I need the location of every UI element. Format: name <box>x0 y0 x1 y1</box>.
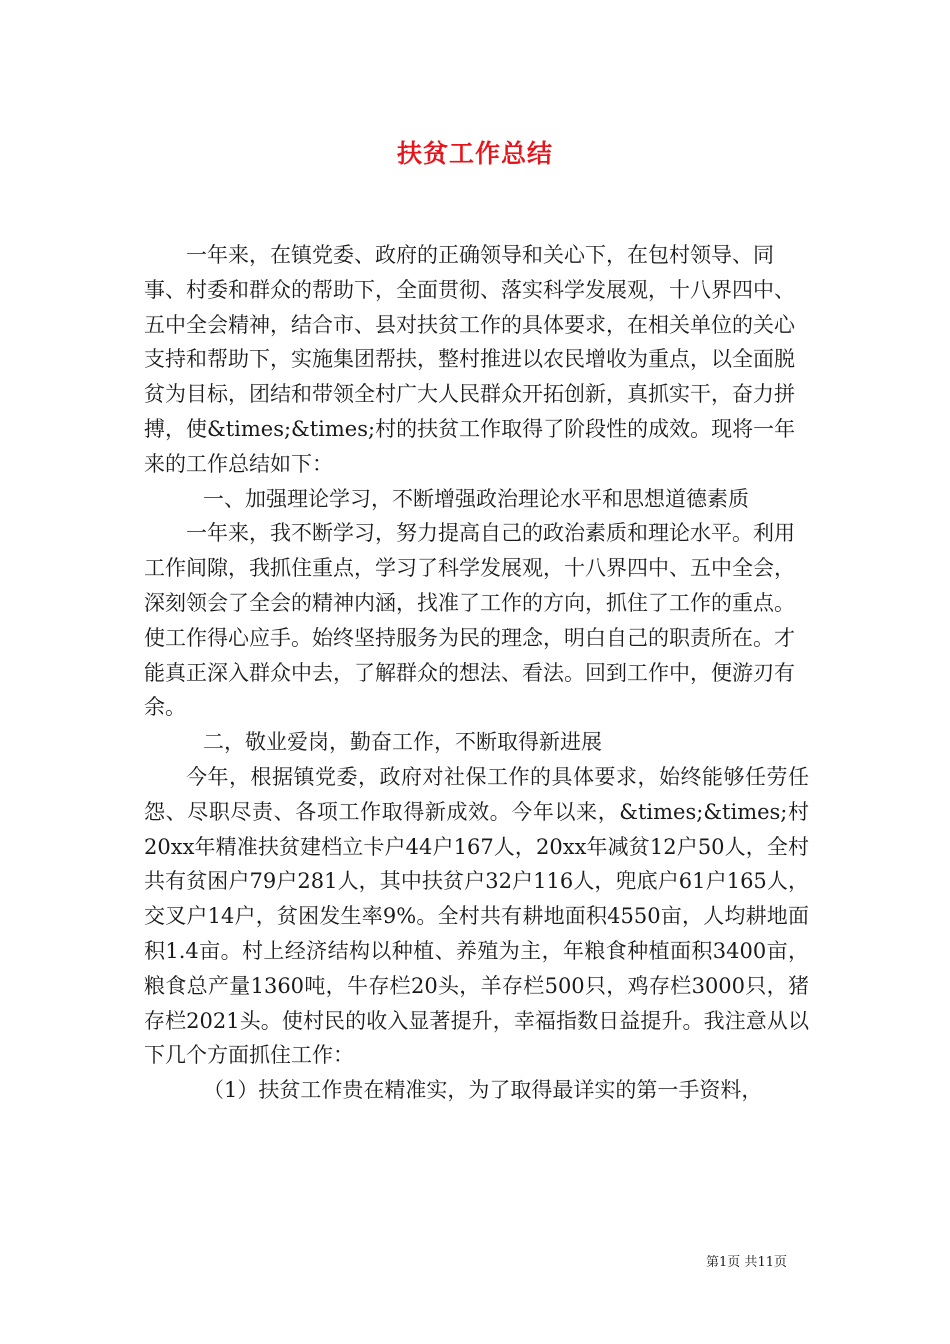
paragraph-section-1: 一年来，我不断学习，努力提高自己的政治素质和理论水平。利用工作间隙，我抓住重点，学习了科学发展观，十八界四中、五中全会，深刻领会了全会的精神内涵，找准了工作的方向，抓住了工作的重点。使工作得心应手。始终坚持服务为民的理念，明白自己的职责所在。才能真正深入群众中去，了解群众的想法、看法。回到工作中，便游刃有余。 <box>144 521 795 720</box>
document-title: 扶贫工作总结 <box>396 139 553 168</box>
paragraph-section-2: 今年，根据镇党委，政府对社保工作的具体要求，始终能够任劳任怨、尽职尽责、各项工作取得新成效。今年以来，&times;&times;村20xx年精准扶贫建档立卡户44户167人，20xx年减贫12户50人，全村共有贫困户79户281人，其中扶贫户32户116人，兜底户61户165人，交叉户14户，贫困发生率9%。全村共有耕地面积4550亩，人均耕地面积1.4亩。村上经济结构以种植、养殖为主，年粮食种植面积3400亩，粮食总产量1360吨，牛存栏20头，羊存栏500只，鸡存栏3000只，猪存栏2021头。使村民的收入显著提升，幸福指数日益提升。我注意从以下几个方面抓住工作： <box>144 764 809 1068</box>
footer-middle: 页 共 <box>727 1255 758 1270</box>
footer-prefix: 第 <box>706 1255 720 1270</box>
section-heading-1: 一、加强理论学习，不断增强政治理论水平和思想道德素质 <box>203 486 749 511</box>
section-heading-2: 二，敬业爱岗，勤奋工作，不断取得新进展 <box>203 730 602 755</box>
footer-current-page: 1 <box>719 1255 728 1270</box>
paragraph-intro: 一年来，在镇党委、政府的正确领导和关心下，在包村领导、同事、村委和群众的帮助下，全面贯彻、落实科学发展观，十八界四中、五中全会精神，结合市、县对扶贫工作的具体要求，在相关单位的关心支持和帮助下，实施集团帮扶，整村推进以农民增收为重点，以全面脱贫为目标，团结和带领全村广大人民群众开拓创新，真抓实干，奋力拼搏，使&times;&times;村的扶贫工作取得了阶段性的成效。现将一年来的工作总结如下： <box>144 243 796 476</box>
footer-total-pages: 11 <box>757 1255 774 1270</box>
page-number-footer <box>706 1251 787 1270</box>
paragraph-item-1: （1）扶贫工作贵在精准实，为了取得最详实的第一手资料， <box>203 1078 763 1103</box>
document-body <box>144 238 809 1108</box>
footer-suffix: 页 <box>773 1255 787 1270</box>
